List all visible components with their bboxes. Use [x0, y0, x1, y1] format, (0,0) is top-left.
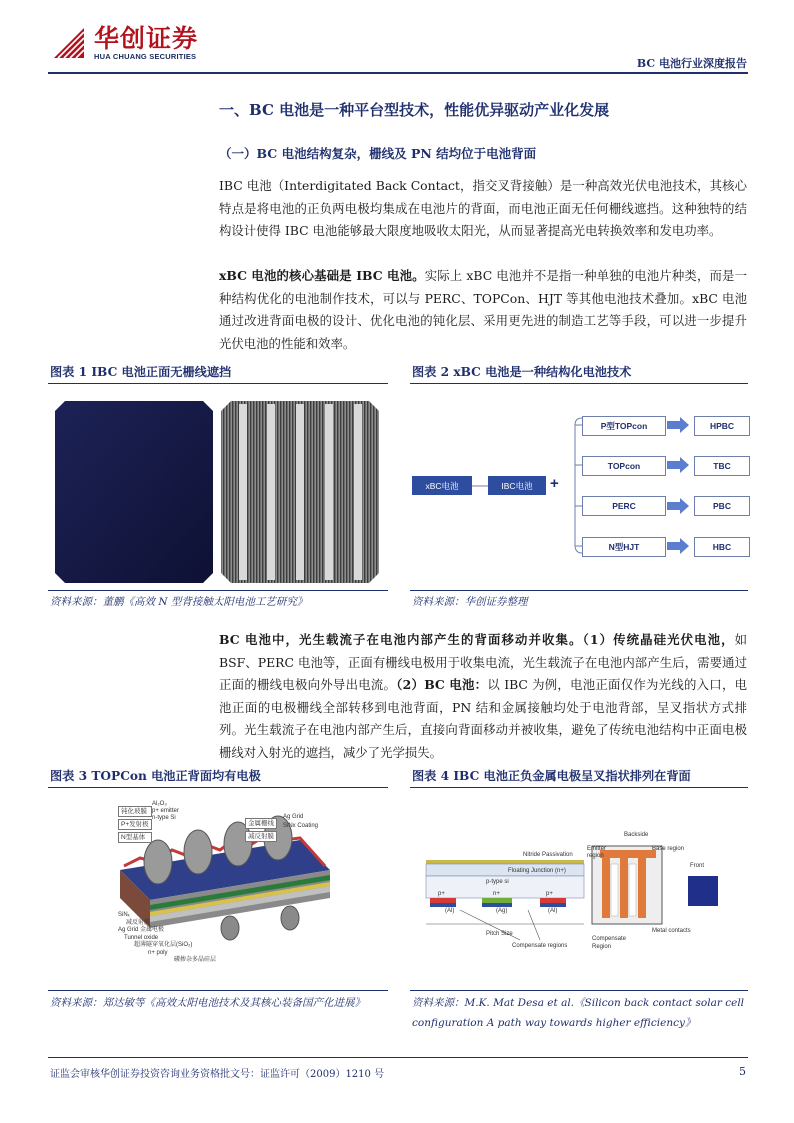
label-arc-bottom: 减反射膜: [126, 919, 151, 926]
figure-2-source: 资料来源：华创证券整理: [412, 596, 528, 608]
figure-4-source: 资料来源：M.K. Mat Desa et al.《Silicon back contact solar cell configuration A path way towards higher efficiency》: [412, 997, 745, 1029]
figure-2-rule: [410, 383, 748, 384]
fig4-front: Front: [690, 863, 705, 869]
label-arc: 减反射膜: [245, 831, 277, 842]
box-base-1: P型TOPcon: [582, 416, 666, 436]
arrow-icon: [667, 457, 689, 473]
figure-3-source: 资料来源：郑达敏等《高效太阳电池技术及其核心装备国产化进展》: [50, 997, 365, 1009]
figure-1-title: 图表 1 IBC 电池正面无栅线遮挡: [50, 365, 232, 379]
label-p-emitter: P+发射极: [118, 819, 152, 830]
figure-1-source: 资料来源：董鹏《高效 N 型背接触太阳电池工艺研究》: [50, 596, 308, 608]
arrow-icon: [667, 538, 689, 554]
header-divider: [48, 72, 748, 74]
box-base-3: PERC: [582, 496, 666, 516]
fig4-pitch: Pitch Size: [486, 931, 513, 937]
figure-4-title: 图表 4 IBC 电池正负金属电极呈叉指状排列在背面: [412, 769, 691, 783]
logo-mark-icon: [50, 24, 88, 62]
fig4-nplus: n+: [493, 891, 500, 897]
company-logo: [50, 24, 198, 62]
fig4-ptype: p-type si: [486, 879, 509, 885]
label-p-emitter-en: p+ emitter: [152, 808, 179, 814]
fig4-backside: Backside: [624, 832, 649, 838]
page-header: [0, 0, 794, 76]
fig4-nitride: Nitride Passivation: [523, 852, 573, 858]
logo-en: HUA CHUANG SECURITIES: [94, 52, 197, 61]
footer-license: 证监会审核华创证券投资咨询业务资格批文号：证监许可（2009）1210 号: [50, 1069, 385, 1080]
fig4-base-region: Base region: [652, 846, 685, 852]
fig3-right-labels: [245, 818, 277, 842]
paragraph-xbc-bold: xBC 电池的核心基础是 IBC 电池。: [219, 268, 425, 283]
fig4-al-2: (Al): [548, 908, 558, 914]
label-ag-grid: Ag Grid: [283, 814, 304, 820]
paragraph-xbc-text: 实际上 xBC 电池并不是指一种单独的电池片种类，而是一种结构优化的电池制作技术，可以与 PERC、TOPCon、HJT 等其他电池技术叠加。xBC 电池通过改进背面电极的设计、优化电池的钝化层、采用更先进的制造工艺等手段，可以进一步提升光伏电池的性能和效率。: [219, 268, 747, 351]
label-al2o3: Al₂O₃: [152, 801, 167, 807]
arrow-icon: [667, 498, 689, 514]
fig3-top-labels: [152, 801, 179, 822]
figure-1-solar-cell-photo: [55, 401, 390, 583]
footer-divider: [48, 1057, 748, 1058]
paragraph-bc-bold-2: （2）BC 电池：: [396, 677, 488, 692]
label-doped-poly: 磷掺杂多晶硅层: [174, 957, 217, 963]
paragraph-bc-text-2: 以 IBC 为例，电池正面仅作为光线的入口，电池正面的电极栅线全部转移到电池背面，PN 结和金属接触均处于电池背部，呈叉指状方式排列。光生载流子在电池内部产生后，直接向背面移动并被收集，避免了传统电池结构中正面电极栅线对入射光的遮挡，减少了光学损失。: [219, 677, 748, 760]
paragraph-bc-text-1: 如 BSF、PERC 电池等，正面有栅线电极用于收集电流，光生载流子在电池内部产生后，需要通过正面的栅线电极向外导出电流。: [219, 632, 747, 692]
fig4-floating: Floating Junction (n+): [508, 868, 566, 874]
label-sio2: 超薄隧穿氧化层(SiO₂): [134, 942, 193, 948]
box-base-4: N型HJT: [582, 537, 666, 557]
subsection-heading: （一）BC 电池结构复杂，栅线及 PN 结均位于电池背面: [219, 146, 537, 161]
fig3-right-en-labels: [283, 813, 318, 831]
box-result-2: TBC: [694, 456, 750, 476]
fig4-al-1: (Al): [445, 908, 455, 914]
report-title: BC 电池行业深度报告: [636, 57, 747, 70]
box-base-2: TOPcon: [582, 456, 666, 476]
figure-1-rule: [48, 383, 388, 384]
plus-sign: +: [550, 475, 559, 492]
label-sinx: SiNₓ: [118, 912, 130, 918]
logo-cn: 华创证券: [94, 24, 199, 53]
figure-4-ibc-structure: [420, 828, 750, 956]
fig3-left-labels: [118, 806, 152, 843]
label-n-type: n-type Si: [152, 815, 176, 821]
figure-2-title: 图表 2 xBC 电池是一种结构化电池技术: [412, 365, 632, 379]
box-xbc: xBC电池: [412, 476, 472, 495]
paragraph-bc-carriers: [219, 629, 747, 764]
page-number: 5: [739, 1065, 746, 1078]
figure-4-bottom-rule: [410, 990, 748, 991]
fig4-metal-contacts: Metal contacts: [652, 928, 691, 934]
figure-1-bottom-rule: [48, 590, 388, 591]
label-metal-grid: 金属栅线: [245, 818, 277, 829]
label-npoly: n+ poly: [148, 949, 168, 956]
figure-3-bottom-rule: [48, 990, 388, 991]
box-ibc: IBC电池: [488, 476, 546, 495]
fig4-compensate: Compensate regions: [512, 943, 568, 949]
figure-3-rule: [48, 787, 388, 788]
paragraph-xbc: [219, 265, 747, 355]
label-ag-electrode: Ag Grid 金属电极: [118, 927, 165, 933]
paragraph-ibc-intro: IBC 电池（Interdigitated Back Contact，指交叉背接触）是一种高效光伏电池技术，其核心特点是将电池的正负两电极均集成在电池片的背面，而电池正面无任何栅线遮挡。这种独特的结构设计使得 IBC 电池能够最大限度地吸收太阳光，从而显著提高光电转换效率和发电功率。: [219, 178, 747, 238]
figure-2-bottom-rule: [410, 590, 748, 591]
fig4-ag: (Ag): [496, 908, 508, 914]
fig4-compensate-region: Compensate Region: [592, 936, 627, 950]
label-n-base: N型基体: [118, 832, 152, 843]
box-result-1: HPBC: [694, 416, 750, 436]
paragraph-bc-bold-1: BC 电池中，光生载流子在电池内部产生的背面移动并收集。（1）传统晶硅光伏电池，: [219, 632, 735, 647]
arrow-icon: [667, 417, 689, 433]
fig3-bottom-labels: [118, 912, 216, 965]
fig4-pplus-1: p+: [438, 891, 445, 897]
box-result-4: HBC: [694, 537, 750, 557]
label-passivation: 钝化玻膜: [118, 806, 152, 817]
figure-4-rule: [410, 787, 748, 788]
box-result-3: PBC: [694, 496, 750, 516]
fig4-pplus-2: p+: [546, 891, 553, 897]
label-sinx-coating: SiNx Coating: [283, 823, 319, 829]
section-heading: 一、BC 电池是一种平台型技术，性能优异驱动产业化发展: [219, 101, 610, 119]
figure-3-title: 图表 3 TOPCon 电池正背面均有电极: [50, 769, 261, 783]
label-tunnel-oxide: Tunnel oxide: [124, 934, 159, 941]
fig4-emitter: Emitter region: [587, 846, 607, 859]
